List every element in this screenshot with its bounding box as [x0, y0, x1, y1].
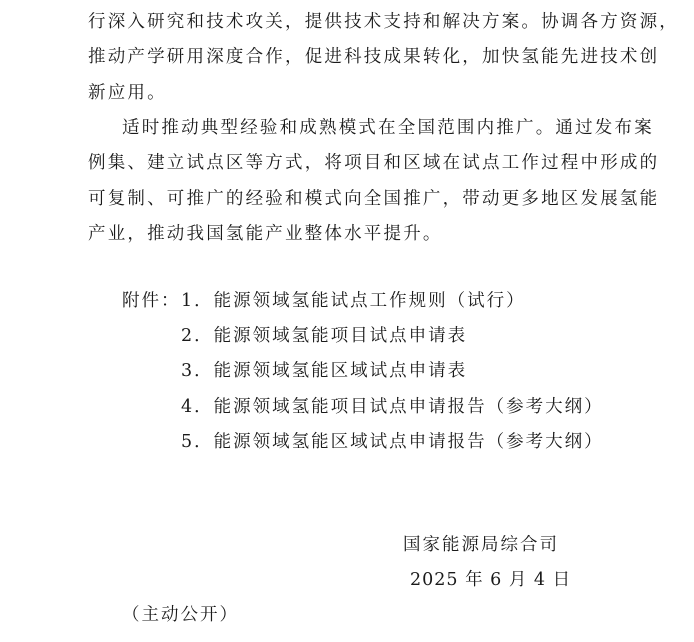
attachment-item-3: 3．能源领域氢能区域试点申请表: [181, 361, 468, 381]
paragraph2-line-1: 适时推动典型经验和成熟模式在全国范围内推广。通过发布案: [122, 118, 654, 138]
paragraph2-line-2: 例集、建立试点区等方式，将项目和区域在试点工作过程中形成的: [88, 153, 660, 173]
attachment-item-2: 2．能源领域氢能项目试点申请表: [181, 326, 468, 346]
paragraph2-line-3: 可复制、可推广的经验和模式向全国推广，带动更多地区发展氢能: [88, 189, 660, 209]
paragraph2-line-4: 产业，推动我国氢能产业整体水平提升。: [88, 224, 443, 244]
attachment-item-4: 4．能源领域氢能项目试点申请报告（参考大纲）: [181, 397, 604, 417]
attachments-label: 附件：: [122, 291, 181, 311]
attachment-item-1: 1．能源领域氢能试点工作规则（试行）: [181, 291, 526, 311]
attachment-item-5: 5．能源领域氢能区域试点申请报告（参考大纲）: [181, 432, 604, 452]
issuer-name: 国家能源局综合司: [403, 535, 559, 555]
paragraph1-line-2: 推动产学研用深度合作，促进科技成果转化，加快氢能先进技术创: [88, 47, 660, 67]
issue-date: 2025 年 6 月 4 日: [410, 570, 572, 590]
paragraph1-line-1: 行深入研究和技术攻关，提供技术支持和解决方案。协调各方资源，: [88, 12, 679, 32]
paragraph1-line-3: 新应用。: [88, 83, 167, 103]
disclosure-note: （主动公开）: [122, 605, 239, 625]
